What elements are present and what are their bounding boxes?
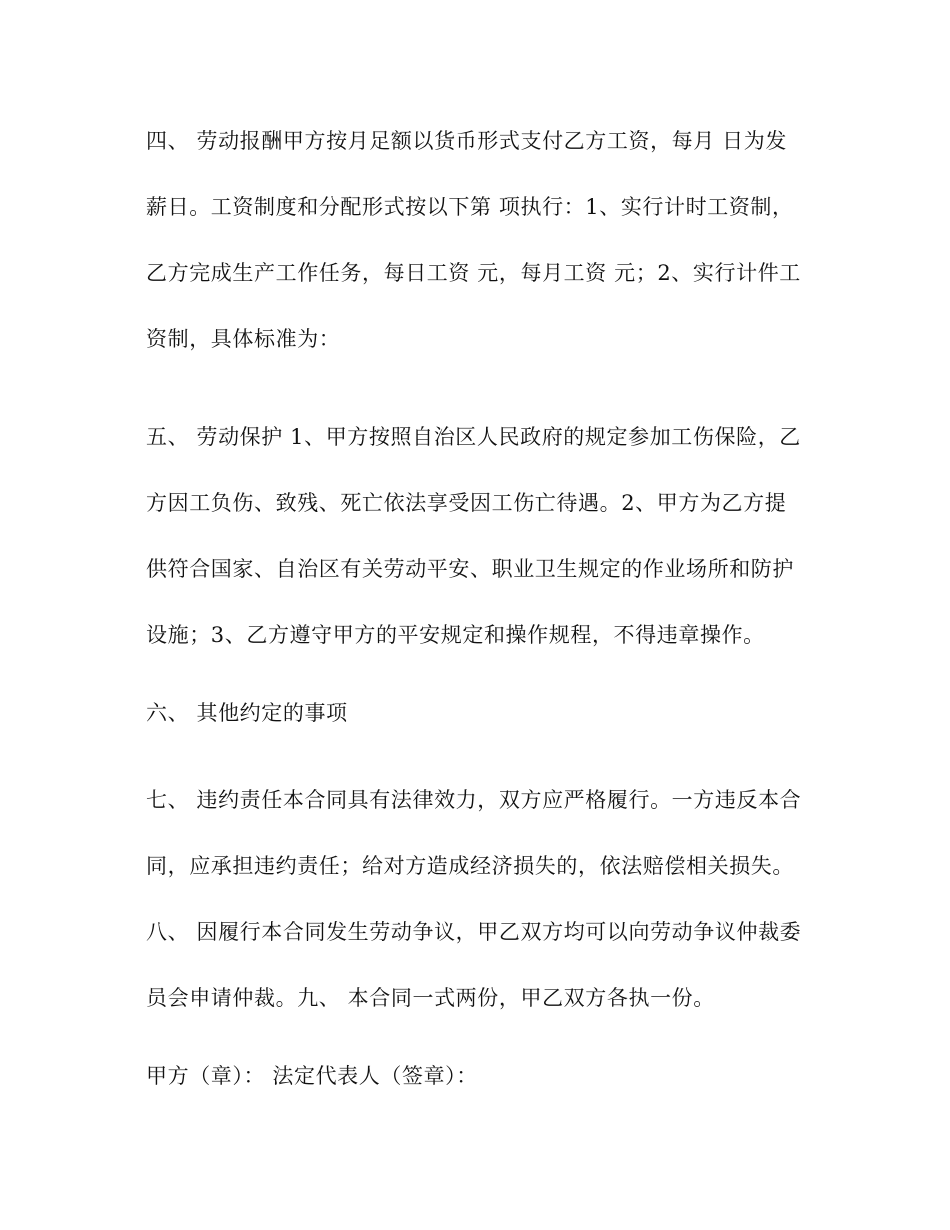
text-line: 员会申请仲裁。九、 本合同一式两份，甲乙双方各执一份。	[146, 986, 715, 1010]
text-line: 薪日。工资制度和分配形式按以下第 项执行：1、实行计时工资制，	[146, 195, 794, 219]
text-line: 五、 劳动保护 1、甲方按照自治区人民政府的规定参加工伤保险，乙	[146, 425, 801, 449]
text-line: 资制，具体标准为：	[146, 327, 341, 351]
text-line: 供符合国家、自治区有关劳动平安、职业卫生规定的作业场所和防护	[146, 557, 794, 581]
text-line: 四、 劳动报酬甲方按月足额以货币形式支付乙方工资，每月 日为发	[146, 129, 787, 153]
text-line: 六、 其他约定的事项	[146, 701, 348, 725]
text-line: 设施；3、乙方遵守甲方的平安规定和操作规程，不得违章操作。	[146, 623, 765, 647]
text-line: 方因工负伤、致残、死亡依法享受因工伤亡待遇。2、甲方为乙方提	[146, 491, 787, 515]
text-line: 七、 违约责任本合同具有法律效力，双方应严格履行。一方违反本合	[146, 788, 802, 812]
text-line: 乙方完成生产工作任务，每日工资 元，每月工资 元；2、实行计件工	[146, 261, 801, 285]
text-line: 同，应承担违约责任；给对方造成经济损失的，依法赔偿相关损失。	[146, 854, 794, 878]
text-line: 八、 因履行本合同发生劳动争议，甲乙双方均可以向劳动争议仲裁委	[146, 920, 802, 944]
signature-line: 甲方（章）： 法定代表人（签章）：	[146, 1064, 478, 1088]
